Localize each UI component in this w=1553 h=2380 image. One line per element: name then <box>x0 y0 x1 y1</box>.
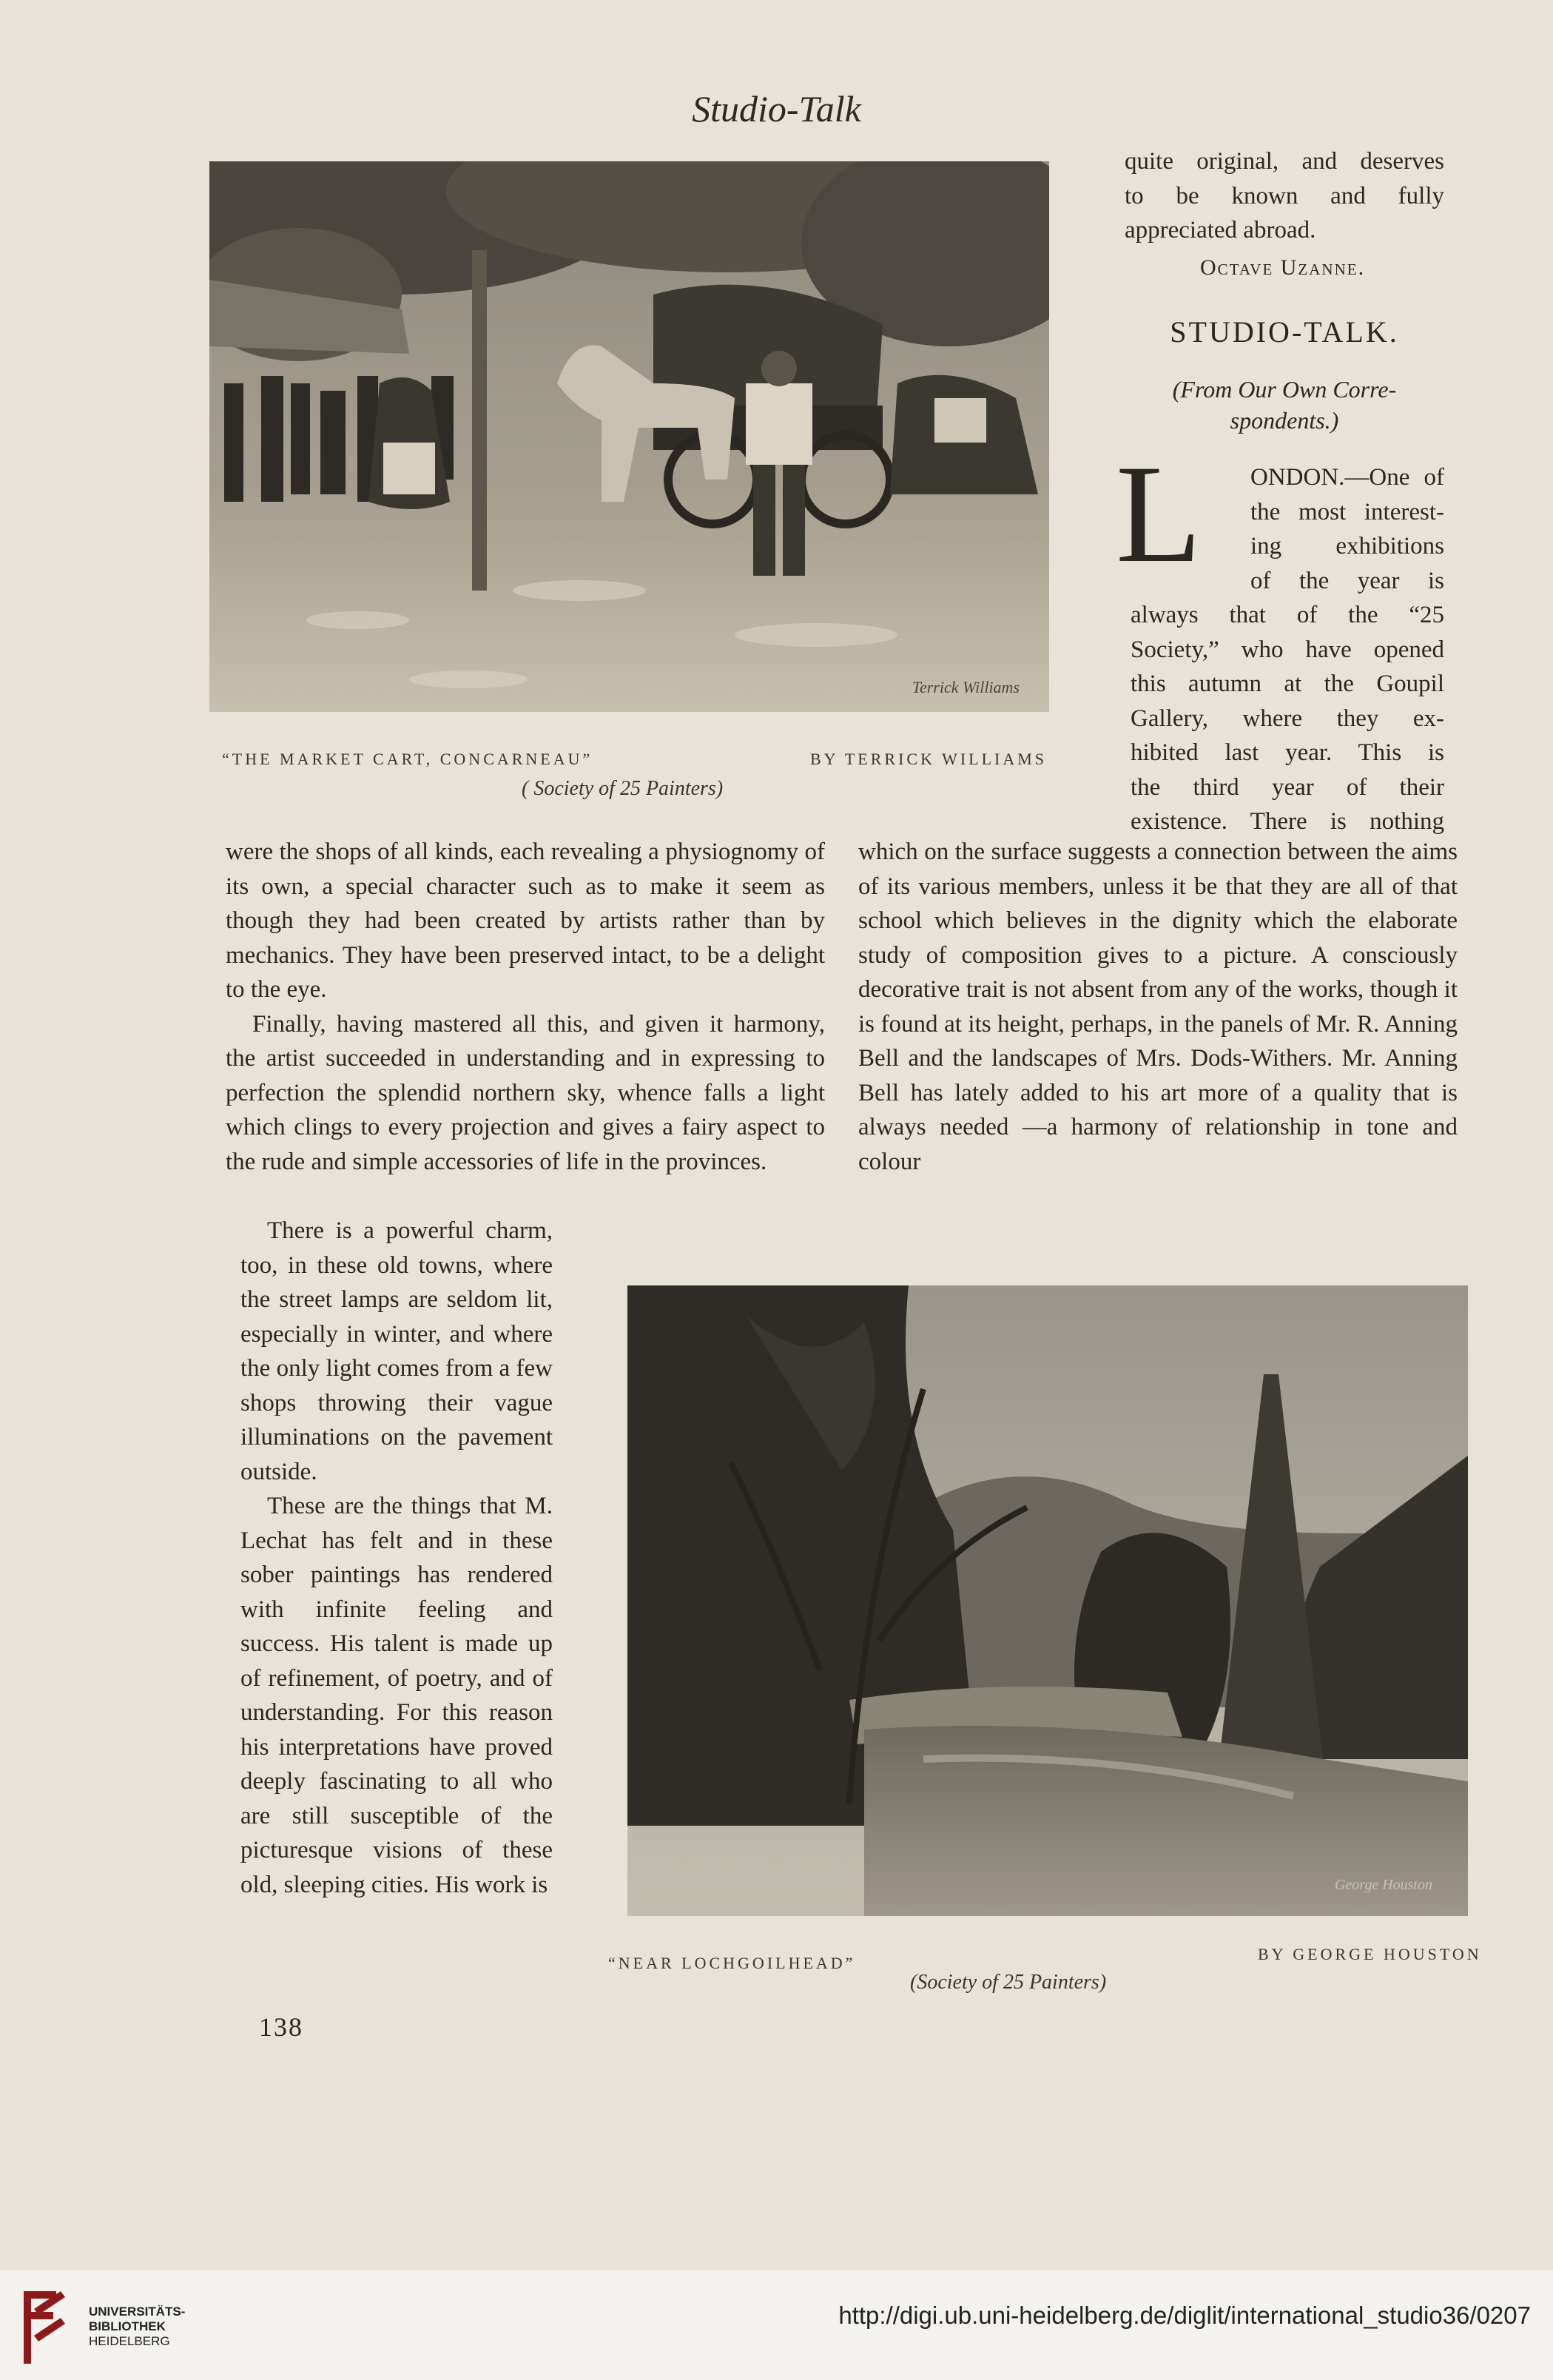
left-column-text <box>226 835 825 1179</box>
london-line: ONDON.—One of <box>1250 464 1444 491</box>
lochgoilhead-illustration <box>627 1285 1468 1916</box>
octave-uzanne-signature: Octave Uzanne. <box>1200 255 1366 280</box>
london-line: this autumn at the Goupil <box>1131 670 1444 697</box>
dropcap-letter: L <box>1116 437 1202 592</box>
london-line: the third year of their <box>1131 773 1444 801</box>
london-line: existence. There is nothing <box>1131 808 1444 835</box>
london-line: Gallery, where they ex- <box>1131 705 1444 732</box>
london-line: hibited last year. This is <box>1131 739 1444 766</box>
page-number: 138 <box>259 2012 303 2042</box>
market-cart-illustration <box>209 161 1049 712</box>
right-top-text <box>1125 144 1444 248</box>
running-head: Studio-Talk <box>692 88 861 130</box>
market-cart-title: “THE MARKET CART, CONCARNEAU” <box>222 750 593 768</box>
library-logo-icon <box>16 2284 67 2367</box>
london-paragraph-full <box>1131 598 1444 839</box>
right-top-line: quite original, and deserves <box>1125 148 1444 175</box>
right-column-text <box>858 835 1458 1179</box>
subhead-line-1: (From Our Own Corre- <box>1172 376 1397 403</box>
library-footer <box>0 2270 1553 2380</box>
london-line: ing exhibitions <box>1250 533 1444 559</box>
london-line: Society,” who have opened <box>1131 636 1444 663</box>
lochgoilhead-society: (Society of 25 Painters) <box>910 1971 1107 1994</box>
right-paragraph-1: which on the surface suggests a connection between the aims of its various members, unless it be that they are all of that school which believes in the dignity which the elaborate study of composition gives to a picture. A consciously decorative trait is not absent from any of the works, though it is found at its height, perhaps, in the panels of Mr. R. Anning Bell and the landscapes of Mrs. Dods-Withers. Mr. Anning Bell has lately added to his art more of a quality that is always needed —a harmony of relationship in tone and colour <box>858 838 1458 1175</box>
narrow-paragraph-1: There is a powerful charm, too, in these old towns, where the street lamps are seldom lit, especially in winter, and where the only light comes from a few shops throwing their vague illuminations on the pavement outside. <box>240 1217 553 1485</box>
narrow-column-text <box>240 1214 553 1902</box>
london-paragraph-indented <box>1250 460 1444 598</box>
right-top-line: appreciated abroad. <box>1125 217 1316 243</box>
lochgoilhead-artist: BY GEORGE HOUSTON <box>1258 1945 1482 1963</box>
right-top-line: to be known and fully <box>1125 182 1444 209</box>
correspondents-subhead <box>1125 374 1444 436</box>
narrow-paragraph-2: These are the things that M. Lechat has felt and in these sober paintings has rendered with infinite feeling and success. His talent is made up of refinement, of poetry, and of understanding. For this reason his interpretations have proved deeply fascinating to all who are still susceptible of the picturesque visions of these old, sleeping cities. His work is <box>240 1493 553 1898</box>
left-paragraph-2: Finally, having mastered all this, and given it harmony, the artist succeeded in understanding and in expressing to perfection the splendid northern sky, whence falls a light which clings to every projection and gives a fairy aspect to the rude and simple accessories of life in the provinces. <box>226 1010 825 1175</box>
logo-line-2: BIBLIOTHEK <box>89 2319 166 2333</box>
market-cart-society: ( Society of 25 Painters) <box>522 777 724 800</box>
left-paragraph-1: were the shops of all kinds, each revealing a physiognomy of its own, a special character such as to make it seem as though they had been created by artists rather than by mechanics. They have been preserved intact, to be a delight to the eye. <box>226 838 825 1003</box>
logo-line-1: UNIVERSITÄTS- <box>89 2305 186 2319</box>
subhead-line-2: spondents.) <box>1230 407 1339 434</box>
market-cart-signature: Terrick Williams <box>912 678 1020 696</box>
lochgoilhead-title: “NEAR LOCHGOILHEAD” <box>608 1954 856 1972</box>
lochgoilhead-painting <box>627 1285 1468 1916</box>
london-line: the most interest- <box>1250 498 1444 525</box>
lochgoilhead-signature: George Houston <box>1334 1877 1432 1893</box>
london-line: always that of the “25 <box>1131 602 1444 628</box>
studio-talk-heading: STUDIO-TALK. <box>1170 315 1399 349</box>
source-url-link[interactable]: http://digi.ub.uni-heidelberg.de/diglit/international_studio36/0207 <box>838 2302 1531 2329</box>
london-line: of the year is <box>1250 567 1444 594</box>
logo-line-3: HEIDELBERG <box>89 2334 170 2348</box>
library-logo-text <box>89 2305 185 2349</box>
market-cart-artist: BY TERRICK WILLIAMS <box>810 750 1048 768</box>
market-cart-painting <box>209 161 1049 712</box>
